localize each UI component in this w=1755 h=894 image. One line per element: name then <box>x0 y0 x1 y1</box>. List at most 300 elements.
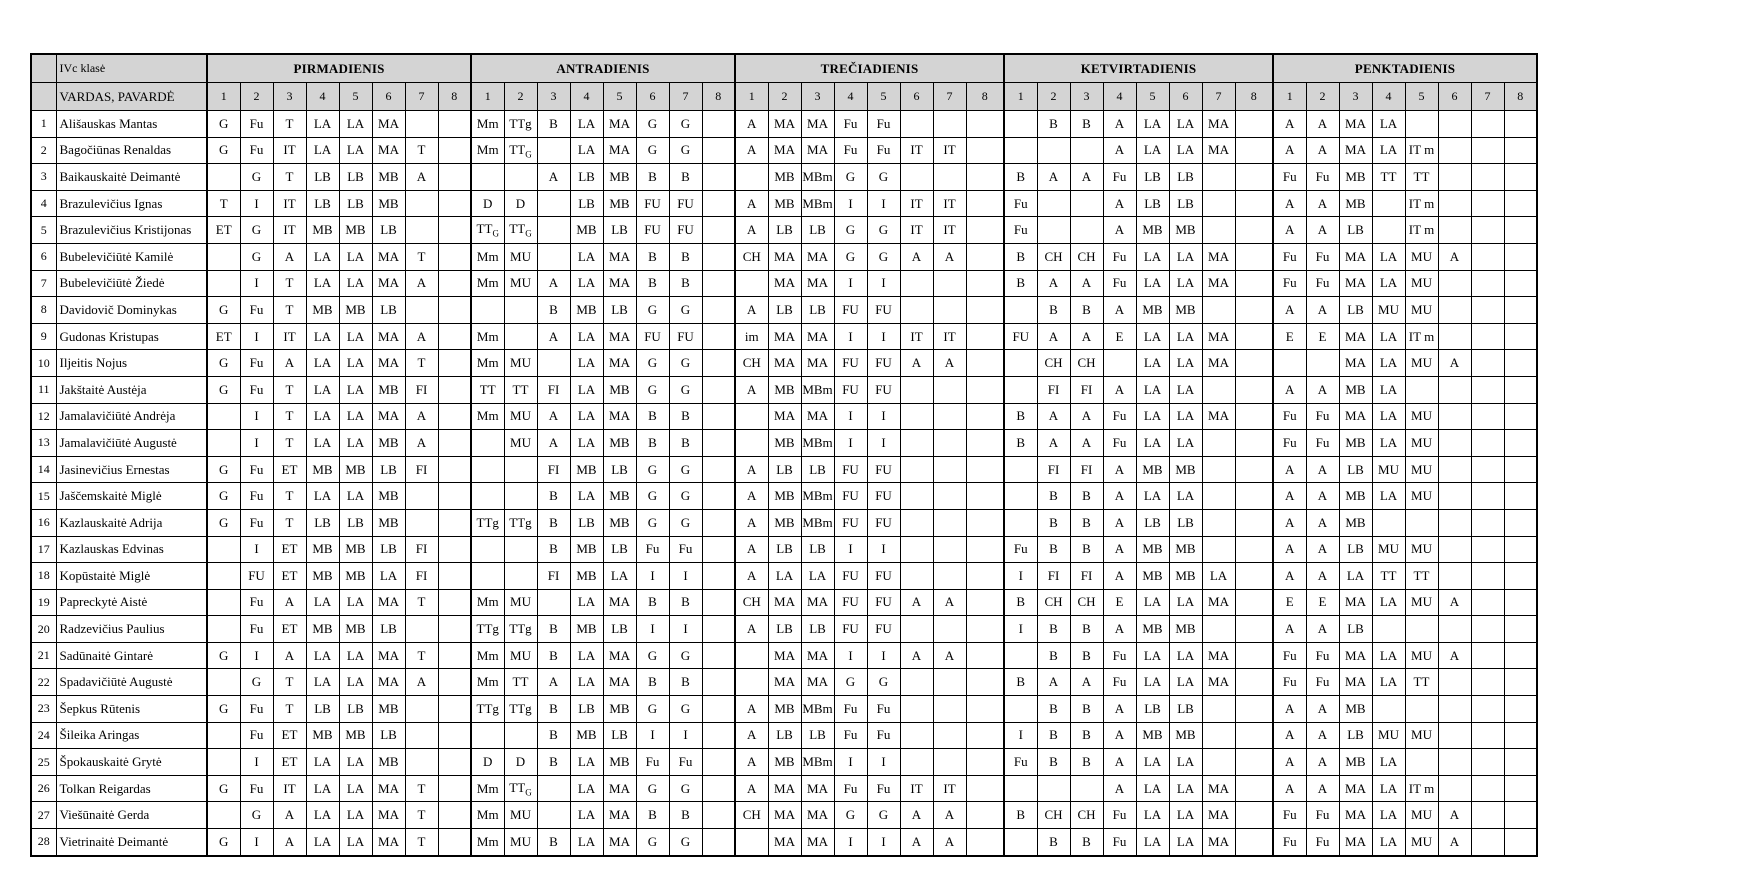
day-header: PENKTADIENIS <box>1273 54 1537 83</box>
lesson-cell: Fu <box>1273 669 1306 696</box>
lesson-cell: MB <box>570 217 603 244</box>
lesson-cell: CH <box>735 802 768 829</box>
lesson-cell: I <box>867 270 900 297</box>
lesson-cell: MB <box>1339 376 1372 403</box>
lesson-cell: A <box>405 270 438 297</box>
lesson-cell: MU <box>1405 536 1438 563</box>
lesson-cell: LA <box>306 642 339 669</box>
student-name: Brazulevičius Kristijonas <box>56 217 207 244</box>
lesson-cell <box>1471 749 1504 776</box>
lesson-cell: FU <box>834 483 867 510</box>
lesson-cell: A <box>1273 297 1306 324</box>
lesson-cell: LB <box>1339 616 1372 643</box>
lesson-cell: MB <box>339 616 372 643</box>
lesson-cell: I <box>834 403 867 430</box>
lesson-cell: I <box>636 722 669 749</box>
lesson-cell <box>207 270 240 297</box>
lesson-cell: B <box>1037 696 1070 723</box>
lesson-cell <box>702 536 735 563</box>
lesson-cell <box>1471 243 1504 270</box>
lesson-cell: MB <box>603 164 636 191</box>
lesson-cell <box>1235 589 1273 616</box>
student-name: Šepkus Rūtenis <box>56 696 207 723</box>
lesson-cell: I <box>867 829 900 856</box>
lesson-cell: Fu <box>1273 164 1306 191</box>
lesson-cell <box>1504 696 1537 723</box>
lesson-cell <box>1471 775 1504 802</box>
lesson-cell: A <box>405 323 438 350</box>
lesson-cell: MA <box>1339 403 1372 430</box>
lesson-cell: MB <box>372 190 405 217</box>
student-name: Gudonas Kristupas <box>56 323 207 350</box>
lesson-cell: MB <box>1339 749 1372 776</box>
period-number: 5 <box>1405 83 1438 111</box>
lesson-cell <box>702 111 735 138</box>
lesson-cell: TT <box>1405 164 1438 191</box>
lesson-cell <box>1438 722 1471 749</box>
lesson-cell: LA <box>306 802 339 829</box>
lesson-cell: MA <box>1339 323 1372 350</box>
lesson-cell <box>1471 430 1504 457</box>
period-number: 8 <box>1235 83 1273 111</box>
lesson-cell <box>900 509 933 536</box>
period-number: 8 <box>438 83 471 111</box>
lesson-cell <box>1504 430 1537 457</box>
lesson-cell: Mm <box>471 802 504 829</box>
lesson-cell: MA <box>372 323 405 350</box>
lesson-cell <box>1235 430 1273 457</box>
lesson-cell: MB <box>306 536 339 563</box>
lesson-cell: LB <box>801 536 834 563</box>
lesson-cell <box>1504 669 1537 696</box>
lesson-cell: LA <box>1136 270 1169 297</box>
lesson-cell: CH <box>735 243 768 270</box>
student-number: 18 <box>31 563 56 590</box>
lesson-cell: A <box>273 829 306 856</box>
lesson-cell: MA <box>801 775 834 802</box>
lesson-cell <box>1235 563 1273 590</box>
lesson-cell: G <box>636 350 669 377</box>
lesson-cell: FU <box>867 563 900 590</box>
lesson-cell: Fu <box>834 137 867 164</box>
lesson-cell <box>1471 164 1504 191</box>
lesson-cell: LB <box>570 696 603 723</box>
lesson-cell <box>1235 749 1273 776</box>
lesson-cell <box>702 696 735 723</box>
lesson-cell: MU <box>1405 829 1438 856</box>
lesson-cell: MA <box>603 829 636 856</box>
lesson-cell: G <box>867 217 900 244</box>
lesson-cell: LA <box>1136 323 1169 350</box>
header-row-days <box>31 54 1537 83</box>
lesson-cell: MB <box>768 749 801 776</box>
lesson-cell <box>1504 456 1537 483</box>
lesson-cell: LB <box>1136 509 1169 536</box>
lesson-cell <box>702 164 735 191</box>
lesson-cell: T <box>207 190 240 217</box>
lesson-cell: TT <box>471 376 504 403</box>
lesson-cell: MB <box>603 696 636 723</box>
lesson-cell <box>1438 563 1471 590</box>
period-number: 2 <box>768 83 801 111</box>
lesson-cell: MU <box>1372 297 1405 324</box>
lesson-cell: MB <box>306 563 339 590</box>
lesson-cell: A <box>735 722 768 749</box>
lesson-cell: MA <box>372 802 405 829</box>
lesson-cell: CH <box>1037 350 1070 377</box>
lesson-cell: Fu <box>1004 190 1037 217</box>
lesson-cell: ET <box>207 217 240 244</box>
lesson-cell: B <box>1070 111 1103 138</box>
lesson-cell: T <box>405 775 438 802</box>
lesson-cell: B <box>537 111 570 138</box>
lesson-cell: T <box>405 642 438 669</box>
lesson-cell: MA <box>768 775 801 802</box>
lesson-cell: B <box>1004 270 1037 297</box>
lesson-cell: A <box>1306 775 1339 802</box>
lesson-cell <box>471 536 504 563</box>
lesson-cell <box>504 164 537 191</box>
lesson-cell: MU <box>1405 802 1438 829</box>
lesson-cell: A <box>1103 111 1136 138</box>
student-name: Radzevičius Paulius <box>56 616 207 643</box>
lesson-cell: Fu <box>240 509 273 536</box>
lesson-cell: FU <box>867 616 900 643</box>
lesson-cell: MA <box>603 403 636 430</box>
lesson-cell: MA <box>768 323 801 350</box>
lesson-cell: Fu <box>1306 164 1339 191</box>
lesson-cell: LB <box>306 164 339 191</box>
lesson-cell: E <box>1273 589 1306 616</box>
lesson-cell: B <box>669 403 702 430</box>
lesson-cell <box>438 456 471 483</box>
lesson-cell: A <box>1037 270 1070 297</box>
lesson-cell: B <box>669 430 702 457</box>
lesson-cell <box>1471 270 1504 297</box>
lesson-cell <box>966 509 1004 536</box>
lesson-cell <box>207 616 240 643</box>
lesson-cell <box>702 430 735 457</box>
lesson-cell <box>1504 323 1537 350</box>
lesson-cell: LA <box>603 563 636 590</box>
lesson-cell: MB <box>1136 616 1169 643</box>
lesson-cell: A <box>1103 190 1136 217</box>
lesson-cell: Fu <box>1004 536 1037 563</box>
student-number: 3 <box>31 164 56 191</box>
student-number: 19 <box>31 589 56 616</box>
lesson-cell: B <box>1037 616 1070 643</box>
lesson-cell: LA <box>306 376 339 403</box>
lesson-cell: G <box>636 642 669 669</box>
lesson-cell: B <box>669 270 702 297</box>
student-number: 22 <box>31 669 56 696</box>
lesson-cell <box>1235 350 1273 377</box>
lesson-cell: A <box>273 243 306 270</box>
lesson-cell <box>471 164 504 191</box>
period-number: 1 <box>471 83 504 111</box>
lesson-cell: FI <box>537 376 570 403</box>
lesson-cell <box>1202 164 1235 191</box>
lesson-cell <box>1471 696 1504 723</box>
lesson-cell: MU <box>504 270 537 297</box>
lesson-cell: B <box>1037 829 1070 856</box>
lesson-cell <box>702 749 735 776</box>
period-number: 8 <box>702 83 735 111</box>
lesson-cell: TTg <box>504 509 537 536</box>
lesson-cell: LA <box>306 589 339 616</box>
lesson-cell: Fu <box>834 775 867 802</box>
lesson-cell: Fu <box>1273 243 1306 270</box>
lesson-cell: A <box>735 297 768 324</box>
lesson-cell: LB <box>801 217 834 244</box>
lesson-cell: Fu <box>669 749 702 776</box>
lesson-cell: A <box>1306 696 1339 723</box>
lesson-cell <box>1202 509 1235 536</box>
lesson-cell: B <box>636 430 669 457</box>
lesson-cell <box>1235 669 1273 696</box>
lesson-cell <box>1372 696 1405 723</box>
lesson-cell <box>966 749 1004 776</box>
lesson-cell: MA <box>1202 669 1235 696</box>
student-number: 4 <box>31 190 56 217</box>
lesson-cell <box>537 243 570 270</box>
lesson-cell <box>438 323 471 350</box>
lesson-cell: LA <box>339 749 372 776</box>
lesson-cell: MA <box>1202 350 1235 377</box>
lesson-cell: LA <box>1169 243 1202 270</box>
lesson-cell: MBm <box>801 376 834 403</box>
period-number: 7 <box>1202 83 1235 111</box>
lesson-cell: A <box>405 430 438 457</box>
lesson-cell <box>1438 483 1471 510</box>
lesson-cell: MA <box>801 270 834 297</box>
lesson-cell <box>1202 696 1235 723</box>
lesson-cell: B <box>1004 802 1037 829</box>
lesson-cell: MB <box>339 536 372 563</box>
lesson-cell: A <box>900 802 933 829</box>
lesson-cell: G <box>669 376 702 403</box>
lesson-cell <box>1004 376 1037 403</box>
lesson-cell: MB <box>372 749 405 776</box>
lesson-cell: G <box>207 775 240 802</box>
lesson-cell: IT <box>900 217 933 244</box>
lesson-cell <box>207 536 240 563</box>
lesson-cell <box>900 696 933 723</box>
lesson-cell: A <box>537 323 570 350</box>
lesson-cell: MB <box>1136 536 1169 563</box>
lesson-cell: FI <box>405 536 438 563</box>
student-row <box>31 563 1537 590</box>
lesson-cell: T <box>405 243 438 270</box>
lesson-cell: LB <box>1169 190 1202 217</box>
lesson-cell: $TT_G$ <box>504 217 537 244</box>
lesson-cell: A <box>1306 563 1339 590</box>
lesson-cell: LA <box>570 350 603 377</box>
lesson-cell: MA <box>603 669 636 696</box>
lesson-cell: MB <box>1169 456 1202 483</box>
lesson-cell <box>1438 696 1471 723</box>
lesson-cell: FI <box>1037 563 1070 590</box>
lesson-cell: FI <box>405 456 438 483</box>
day-header: TREČIADIENIS <box>735 54 1004 83</box>
lesson-cell: E <box>1306 323 1339 350</box>
lesson-cell: IT <box>933 190 966 217</box>
lesson-cell <box>1504 376 1537 403</box>
period-number: 5 <box>339 83 372 111</box>
lesson-cell <box>438 696 471 723</box>
lesson-cell: LA <box>339 270 372 297</box>
lesson-cell <box>1004 642 1037 669</box>
lesson-cell: LB <box>1136 696 1169 723</box>
lesson-cell: ET <box>207 323 240 350</box>
lesson-cell <box>1202 297 1235 324</box>
lesson-cell: MA <box>372 111 405 138</box>
lesson-cell: B <box>669 669 702 696</box>
lesson-cell: A <box>1070 403 1103 430</box>
lesson-cell: MB <box>339 563 372 590</box>
student-number: 28 <box>31 829 56 856</box>
lesson-cell <box>933 536 966 563</box>
lesson-cell: CH <box>1070 350 1103 377</box>
student-row <box>31 456 1537 483</box>
lesson-cell: MBm <box>801 696 834 723</box>
lesson-cell: B <box>1004 430 1037 457</box>
lesson-cell <box>1037 217 1070 244</box>
lesson-cell: A <box>1306 616 1339 643</box>
lesson-cell <box>405 297 438 324</box>
lesson-cell: Mm <box>471 350 504 377</box>
student-number: 9 <box>31 323 56 350</box>
lesson-cell <box>966 563 1004 590</box>
lesson-cell: MB <box>306 722 339 749</box>
lesson-cell <box>933 509 966 536</box>
lesson-cell: G <box>240 243 273 270</box>
lesson-cell: LA <box>1372 243 1405 270</box>
student-number: 11 <box>31 376 56 403</box>
lesson-cell: G <box>669 775 702 802</box>
lesson-cell: B <box>1004 403 1037 430</box>
lesson-cell: LB <box>603 616 636 643</box>
lesson-cell: MB <box>306 616 339 643</box>
lesson-cell: E <box>1103 589 1136 616</box>
lesson-cell: A <box>537 164 570 191</box>
lesson-cell <box>471 456 504 483</box>
lesson-cell: Fu <box>1103 829 1136 856</box>
lesson-cell: LB <box>372 456 405 483</box>
student-number: 24 <box>31 722 56 749</box>
lesson-cell: A <box>1037 403 1070 430</box>
lesson-cell: B <box>537 509 570 536</box>
lesson-cell: B <box>537 722 570 749</box>
lesson-cell: MA <box>603 802 636 829</box>
period-number: 3 <box>1070 83 1103 111</box>
lesson-cell <box>537 802 570 829</box>
lesson-cell <box>1372 616 1405 643</box>
lesson-cell: LA <box>306 243 339 270</box>
student-name: Bagočiūnas Renaldas <box>56 137 207 164</box>
lesson-cell: I <box>240 536 273 563</box>
lesson-cell <box>207 589 240 616</box>
lesson-cell: Fu <box>636 749 669 776</box>
lesson-cell: LB <box>768 616 801 643</box>
student-name: Šileika Aringas <box>56 722 207 749</box>
lesson-cell: A <box>1103 536 1136 563</box>
lesson-cell: MU <box>504 430 537 457</box>
lesson-cell: MA <box>768 669 801 696</box>
lesson-cell <box>438 111 471 138</box>
lesson-cell: Fu <box>1306 430 1339 457</box>
period-number: 5 <box>1136 83 1169 111</box>
lesson-cell: D <box>504 190 537 217</box>
lesson-cell: B <box>1037 483 1070 510</box>
lesson-cell: Fu <box>240 456 273 483</box>
lesson-cell: T <box>405 137 438 164</box>
lesson-cell <box>1471 483 1504 510</box>
lesson-cell: LB <box>801 297 834 324</box>
lesson-cell: MB <box>603 749 636 776</box>
lesson-cell: Fu <box>1306 829 1339 856</box>
lesson-cell <box>438 376 471 403</box>
lesson-cell: LA <box>1169 403 1202 430</box>
lesson-cell <box>1438 456 1471 483</box>
lesson-cell: A <box>1037 323 1070 350</box>
lesson-cell: A <box>1273 563 1306 590</box>
lesson-cell <box>1471 376 1504 403</box>
lesson-cell: B <box>669 243 702 270</box>
lesson-cell: LB <box>768 536 801 563</box>
lesson-cell <box>1235 642 1273 669</box>
lesson-cell: MA <box>1202 829 1235 856</box>
period-number: 6 <box>1438 83 1471 111</box>
lesson-cell: MU <box>1405 589 1438 616</box>
lesson-cell: MB <box>339 722 372 749</box>
student-row <box>31 536 1537 563</box>
lesson-cell: LA <box>1372 642 1405 669</box>
day-header: PIRMADIENIS <box>207 54 471 83</box>
lesson-cell: I <box>834 270 867 297</box>
lesson-cell: LA <box>1169 483 1202 510</box>
lesson-cell: LA <box>1372 589 1405 616</box>
lesson-cell: I <box>867 190 900 217</box>
lesson-cell <box>1504 190 1537 217</box>
lesson-cell: LA <box>570 243 603 270</box>
lesson-cell: T <box>405 350 438 377</box>
lesson-cell: IT m <box>1405 775 1438 802</box>
lesson-cell: MB <box>603 483 636 510</box>
lesson-cell: LB <box>306 696 339 723</box>
lesson-cell: LA <box>570 323 603 350</box>
lesson-cell <box>966 190 1004 217</box>
lesson-cell <box>207 722 240 749</box>
lesson-cell: LB <box>339 509 372 536</box>
lesson-cell: B <box>1037 297 1070 324</box>
lesson-cell: MA <box>768 829 801 856</box>
lesson-cell: LA <box>1372 403 1405 430</box>
lesson-cell: A <box>1103 297 1136 324</box>
student-number: 16 <box>31 509 56 536</box>
lesson-cell: G <box>636 297 669 324</box>
lesson-cell: I <box>240 323 273 350</box>
lesson-cell <box>1438 190 1471 217</box>
student-number: 14 <box>31 456 56 483</box>
lesson-cell: Fu <box>1004 217 1037 244</box>
lesson-cell: MA <box>768 111 801 138</box>
lesson-cell: A <box>933 642 966 669</box>
lesson-cell: LA <box>306 775 339 802</box>
lesson-cell: G <box>207 696 240 723</box>
lesson-cell: I <box>867 430 900 457</box>
lesson-cell: I <box>834 642 867 669</box>
